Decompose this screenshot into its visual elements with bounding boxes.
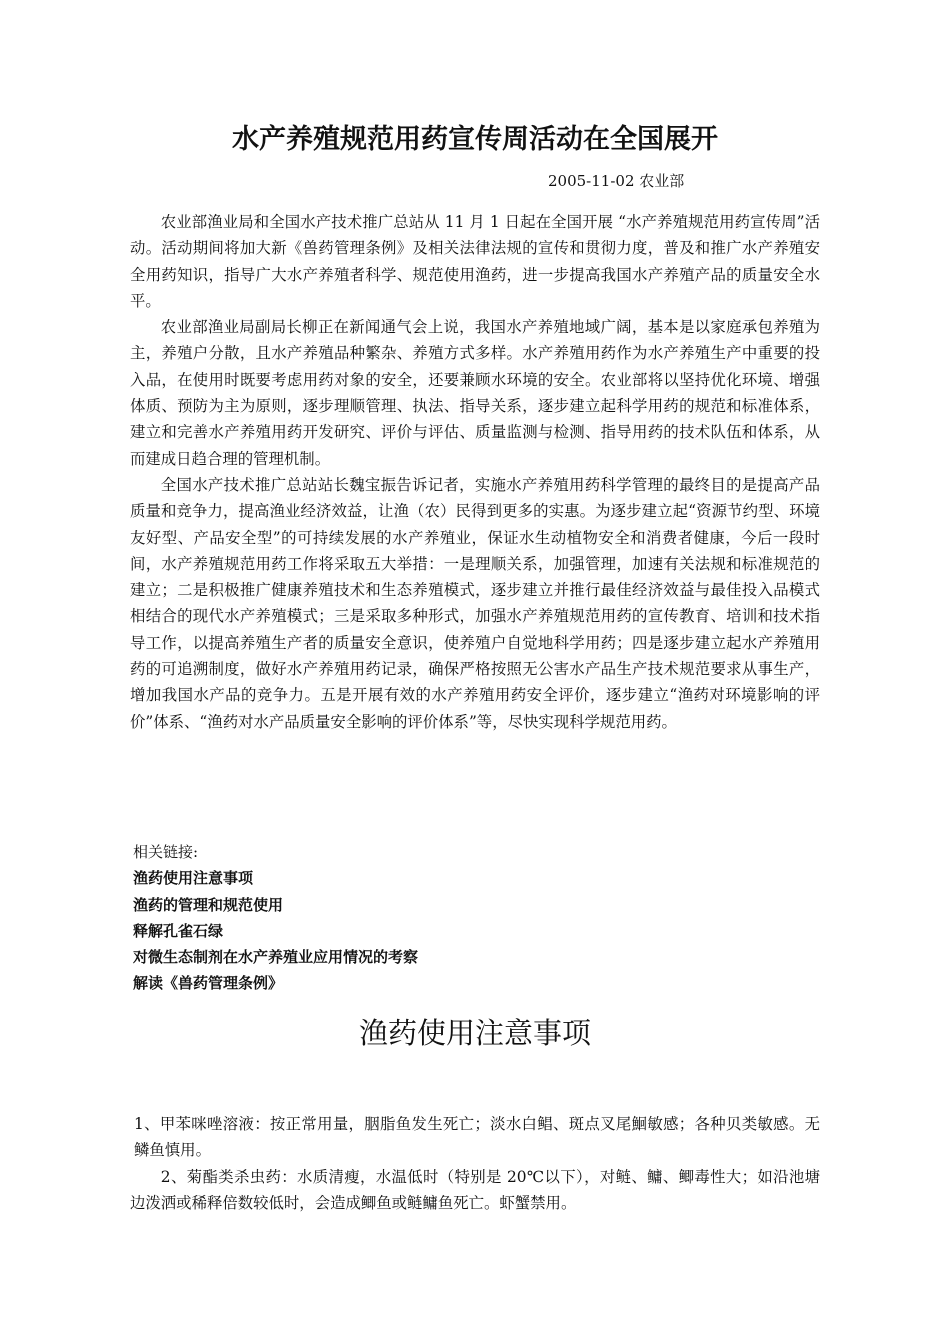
related-link[interactable]: 对微生态制剂在水产养殖业应用情况的考察: [133, 948, 419, 967]
related-link[interactable]: 渔药的管理和规范使用: [133, 895, 284, 914]
article-title: 水产养殖规范用药宣传周活动在全国展开: [232, 124, 718, 155]
section-body: [130, 1111, 820, 1216]
section-title: 渔药使用注意事项: [358, 1016, 591, 1050]
related-link[interactable]: 渔药使用注意事项: [133, 869, 254, 888]
section-paragraph: 1、甲苯咪唑溶液：按正常用量，胭脂鱼发生死亡；淡水白鲳、斑点叉尾鮰敏感；各种贝类敏感。无鳞鱼慎用。: [134, 1115, 820, 1160]
article-paragraph: 农业部渔业局和全国水产技术推广总站从 11 月 1 日起在全国开展 “水产养殖规范用药宣传周”活动。活动期间将加大新《兽药管理条例》及相关法律法规的宣传和贯彻力度，普及和推广水产养殖安全用药知识，指导广大水产养殖者科学、规范使用渔药，进一步提高我国水产养殖产品的质量安全水平。: [130, 213, 820, 310]
related-link[interactable]: 释解孔雀石绿: [133, 921, 224, 940]
related-links-label: 相关链接:: [133, 843, 199, 861]
article-byline: 2005-11-02 农业部: [548, 172, 685, 190]
article-paragraph: 全国水产技术推广总站站长魏宝振告诉记者，实施水产养殖用药科学管理的最终目的是提高产品质量和竞争力，提高渔业经济效益，让渔（农）民得到更多的实惠。为逐步建立起“资源节约型、环境友好型、产品安全型”的可持续发展的水产养殖业，保证水生动植物安全和消费者健康，今后一段时间，水产养殖规范用药工作将采取五大举措：一是理顺关系，加强管理，加速有关法规和标准规范的建立；二是积极推广健康养殖技术和生态养殖模式，逐步建立并推行最佳经济效益与最佳投入品模式相结合的现代水产养殖模式；三是采取多种形式，加强水产养殖规范用药的宣传教育、培训和技术指导工作，以提高养殖生产者的质量安全意识，使养殖户自觉地科学用药；四是逐步建立起水产养殖用药的可追溯制度，做好水产养殖用药记录，确保严格按照无公害水产品生产技术规范要求从事生产，增加我国水产品的竞争力。五是开展有效的水产养殖用药安全评价，逐步建立“渔药对环境影响的评价”体系、“渔药对水产品质量安全影响的评价体系”等，尽快实现科学规范用药。: [130, 475, 820, 731]
related-links-list: [133, 865, 418, 996]
article-paragraph: 农业部渔业局副局长柳正在新闻通气会上说，我国水产养殖地域广阔，基本是以家庭承包养殖为主，养殖户分散，且水产养殖品种繁杂、养殖方式多样。水产养殖用药作为水产养殖生产中重要的投入品，在使用时既要考虑用药对象的安全，还要兼顾水环境的安全。农业部将以坚持优化环境、增强体质、预防为主为原则，逐步理顺管理、执法、指导关系，逐步建立起科学用药的规范和标准体系，建立和完善水产养殖用药开发研究、评价与评估、质量监测与检测、指导用药的技术队伍和体系，从而建成日趋合理的管理机制。: [130, 318, 820, 468]
related-links: [133, 839, 418, 997]
section-paragraph: 2、菊酯类杀虫药：水质清瘦，水温低时（特别是 20℃以下），对鲢、鳙、鲫毒性大；如沿池塘边泼洒或稀释倍数较低时，会造成鲫鱼或鲢鳙鱼死亡。虾蟹禁用。: [130, 1167, 820, 1212]
related-link[interactable]: 解读《兽药管理条例》: [133, 974, 284, 993]
article-body: [130, 209, 820, 735]
